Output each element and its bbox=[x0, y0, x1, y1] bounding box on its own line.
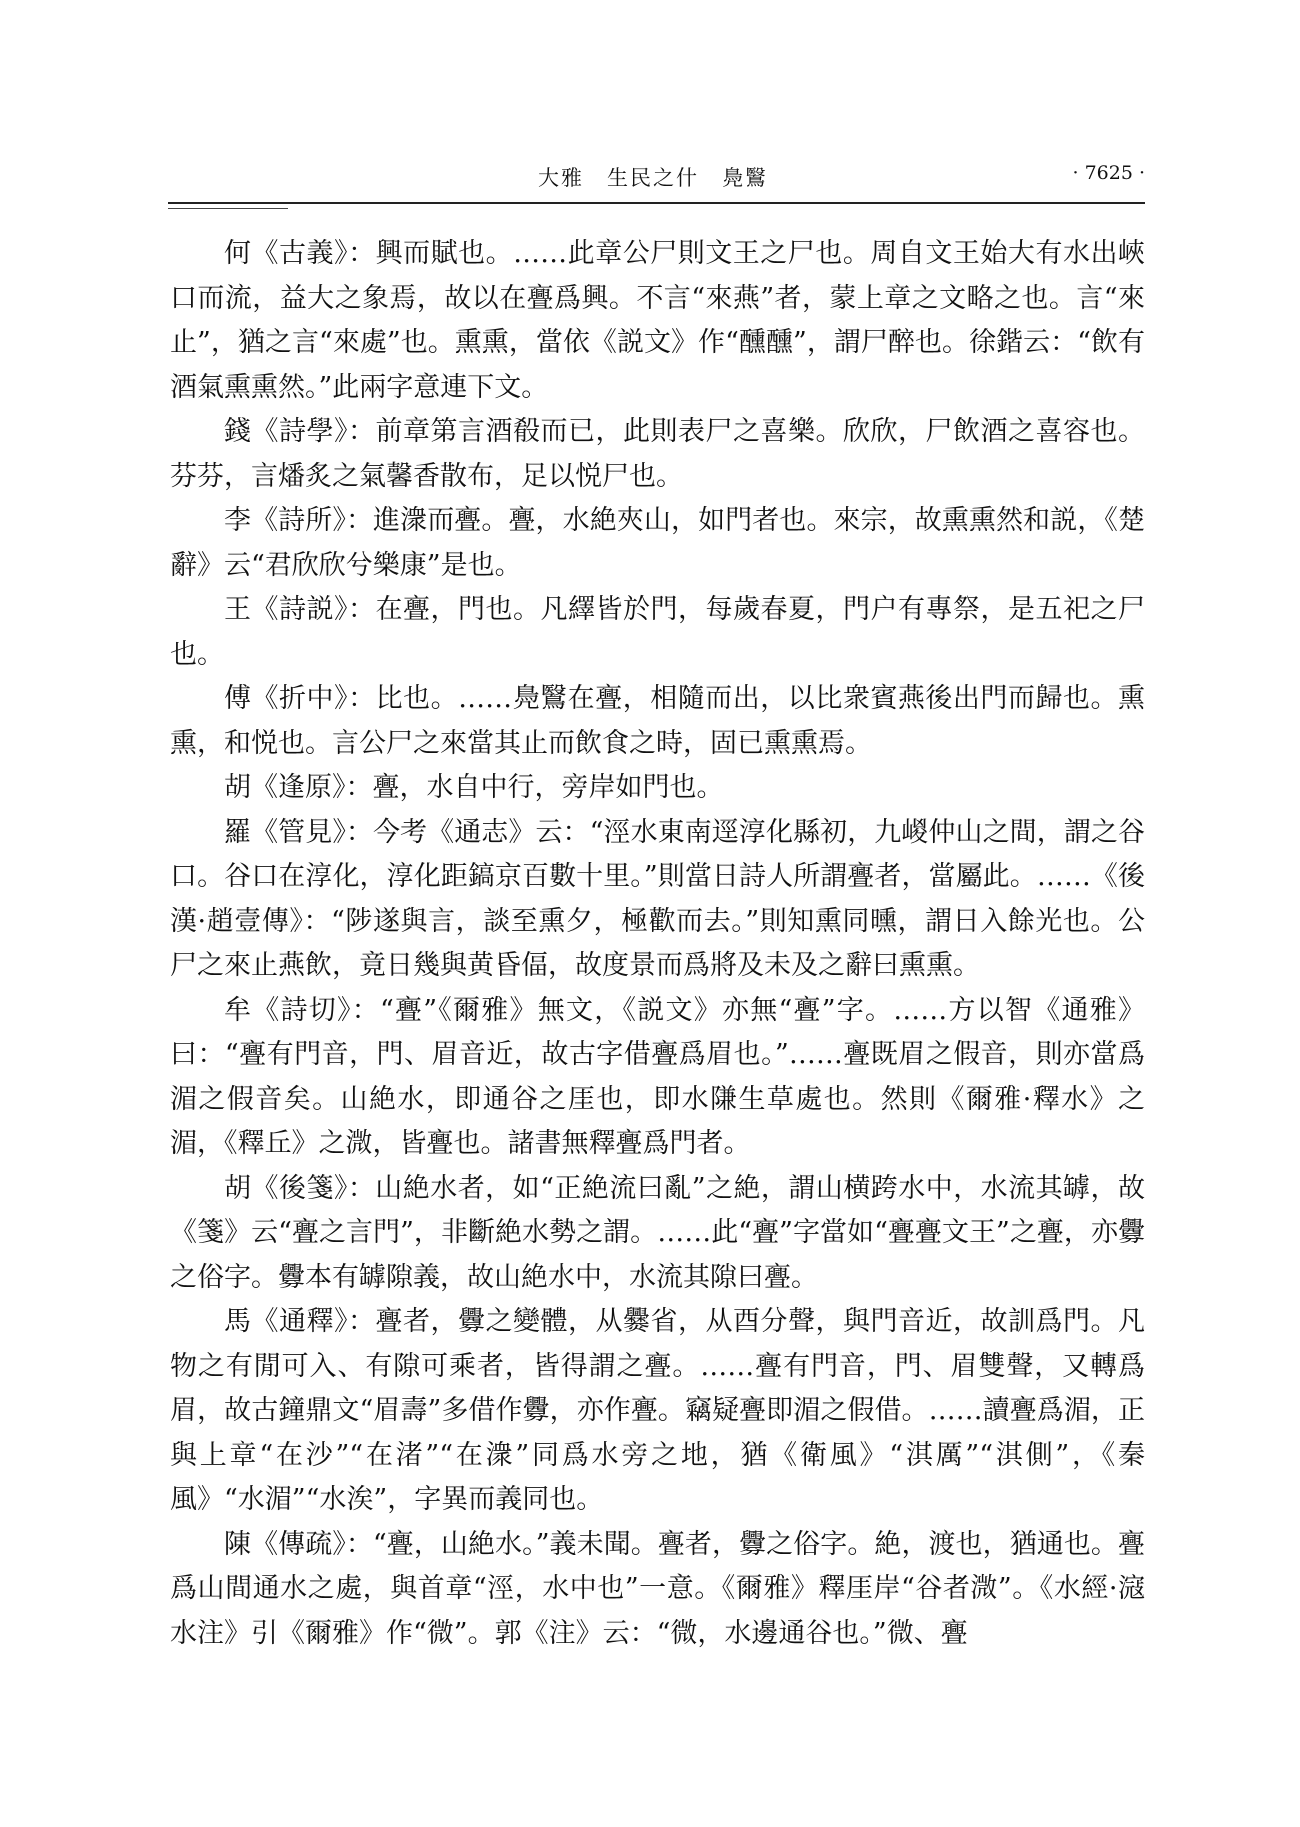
paragraph-mou-shiqie: 牟《詩切》：“亹”《爾雅》無文，《説文》亦無“亹”字。……方以智《通雅》曰：“亹有門音，門、眉音近，故古字借亹爲眉也。”……亹既眉之假音，則亦當爲湄之假音矣。山絶水，即通谷之厓也，即水隒生草處也。然則《爾雅·釋水》之湄，《釋丘》之溦，皆亹也。諸書無釋亹爲門者。 bbox=[170, 994, 1145, 1159]
paragraph-hu-houjian: 胡《後箋》：山絶水者，如“正絶流曰亂”之絶，謂山横跨水中，水流其罅，故《箋》云“亹之言門”，非斷絶水勢之謂。……此“亹”字當如“亹亹文王”之亹，亦釁之俗字。釁本有罅隙義，故山絶水中，水流其隙曰亹。 bbox=[170, 1172, 1145, 1293]
paragraph-luo-guanjian: 羅《管見》：今考《通志》云：“涇水東南逕淳化縣初，九嵕仲山之間，謂之谷口。谷口在淳化，淳化距鎬京百數十里。”則當日詩人所謂亹者，當屬此。……《後漢·趙壹傳》：“陟遂與言，談至熏夕，極歡而去。”則知熏同曛，謂日入餘光也。公尸之來止燕飲，竟日幾與黄昏偪，故度景而爲將及未及之辭曰熏熏。 bbox=[170, 816, 1145, 981]
running-head bbox=[168, 160, 1145, 200]
paragraph-ma-tongshi: 馬《通釋》：亹者，釁之變體，从爨省，从酉分聲，與門音近，故訓爲門。凡物之有閒可入、有隙可乘者，皆得謂之亹。……亹有門音，門、眉雙聲，又轉爲眉，故古鐘鼎文“眉壽”多借作釁，亦作亹。竊疑亹即湄之假借。……讀亹爲湄，正與上章“在沙”“在渚”“在潨”同爲水旁之地，猶《衛風》“淇厲”“淇側”，《秦風》“水湄”“水涘”，字異而義同也。 bbox=[170, 1306, 1145, 1515]
body-text bbox=[170, 232, 1145, 1656]
paragraph-qian-shixue: 錢《詩學》：前章第言酒殽而已，此則表尸之喜樂。欣欣，尸飲酒之喜容也。芬芬，言燔炙之氣馨香散布，足以悦尸也。 bbox=[170, 416, 1145, 492]
header-rule-accent bbox=[168, 208, 288, 209]
paragraph-hu-fengyuan: 胡《逢原》：亹，水自中行，旁岸如門也。 bbox=[224, 772, 724, 803]
paragraph-wang-shishuo: 王《詩説》：在亹，門也。凡繹皆於門，每歲春夏，門户有專祭，是五祀之尸也。 bbox=[170, 594, 1145, 670]
paragraph-he-guyi: 何《古義》：興而賦也。……此章公尸則文王之尸也。周自文王始大有水出峽口而流，益大之象焉，故以在亹爲興。不言“來燕”者，蒙上章之文略之也。言“來止”，猶之言“來處”也。熏熏，當依《説文》作“醺醺”，謂尸醉也。徐鍇云：“飲有酒氣熏熏然。”此兩字意連下文。 bbox=[170, 238, 1145, 403]
paragraph-li-shisuo: 李《詩所》：進潨而亹。亹，水絶夾山，如門者也。來宗，故熏熏然和説，《楚辭》云“君欣欣兮樂康”是也。 bbox=[170, 505, 1145, 581]
paragraph-fu-zhezhong: 傅《折中》：比也。……鳧鷖在亹，相隨而出，以比衆賓燕後出門而歸也。熏熏，和悦也。言公尸之來當其止而飲食之時，固已熏熏焉。 bbox=[170, 683, 1145, 759]
paragraph-chen-chuanshu: 陳《傳疏》：“亹，山絶水。”義未聞。亹者，釁之俗字。絶，渡也，猶通也。亹爲山間通水之處，與首章“涇，水中也”一意。《爾雅》釋厓岸“谷者溦”。《水經·滱水注》引《爾雅》作“微”。郭《注》云：“微，水邊通谷也。”微、亹 bbox=[170, 1528, 1145, 1649]
page-number: · 7625 · bbox=[1072, 162, 1145, 184]
header-rule bbox=[168, 202, 1145, 204]
running-title: 大雅 生民之什 鳧鷖 bbox=[538, 166, 768, 190]
